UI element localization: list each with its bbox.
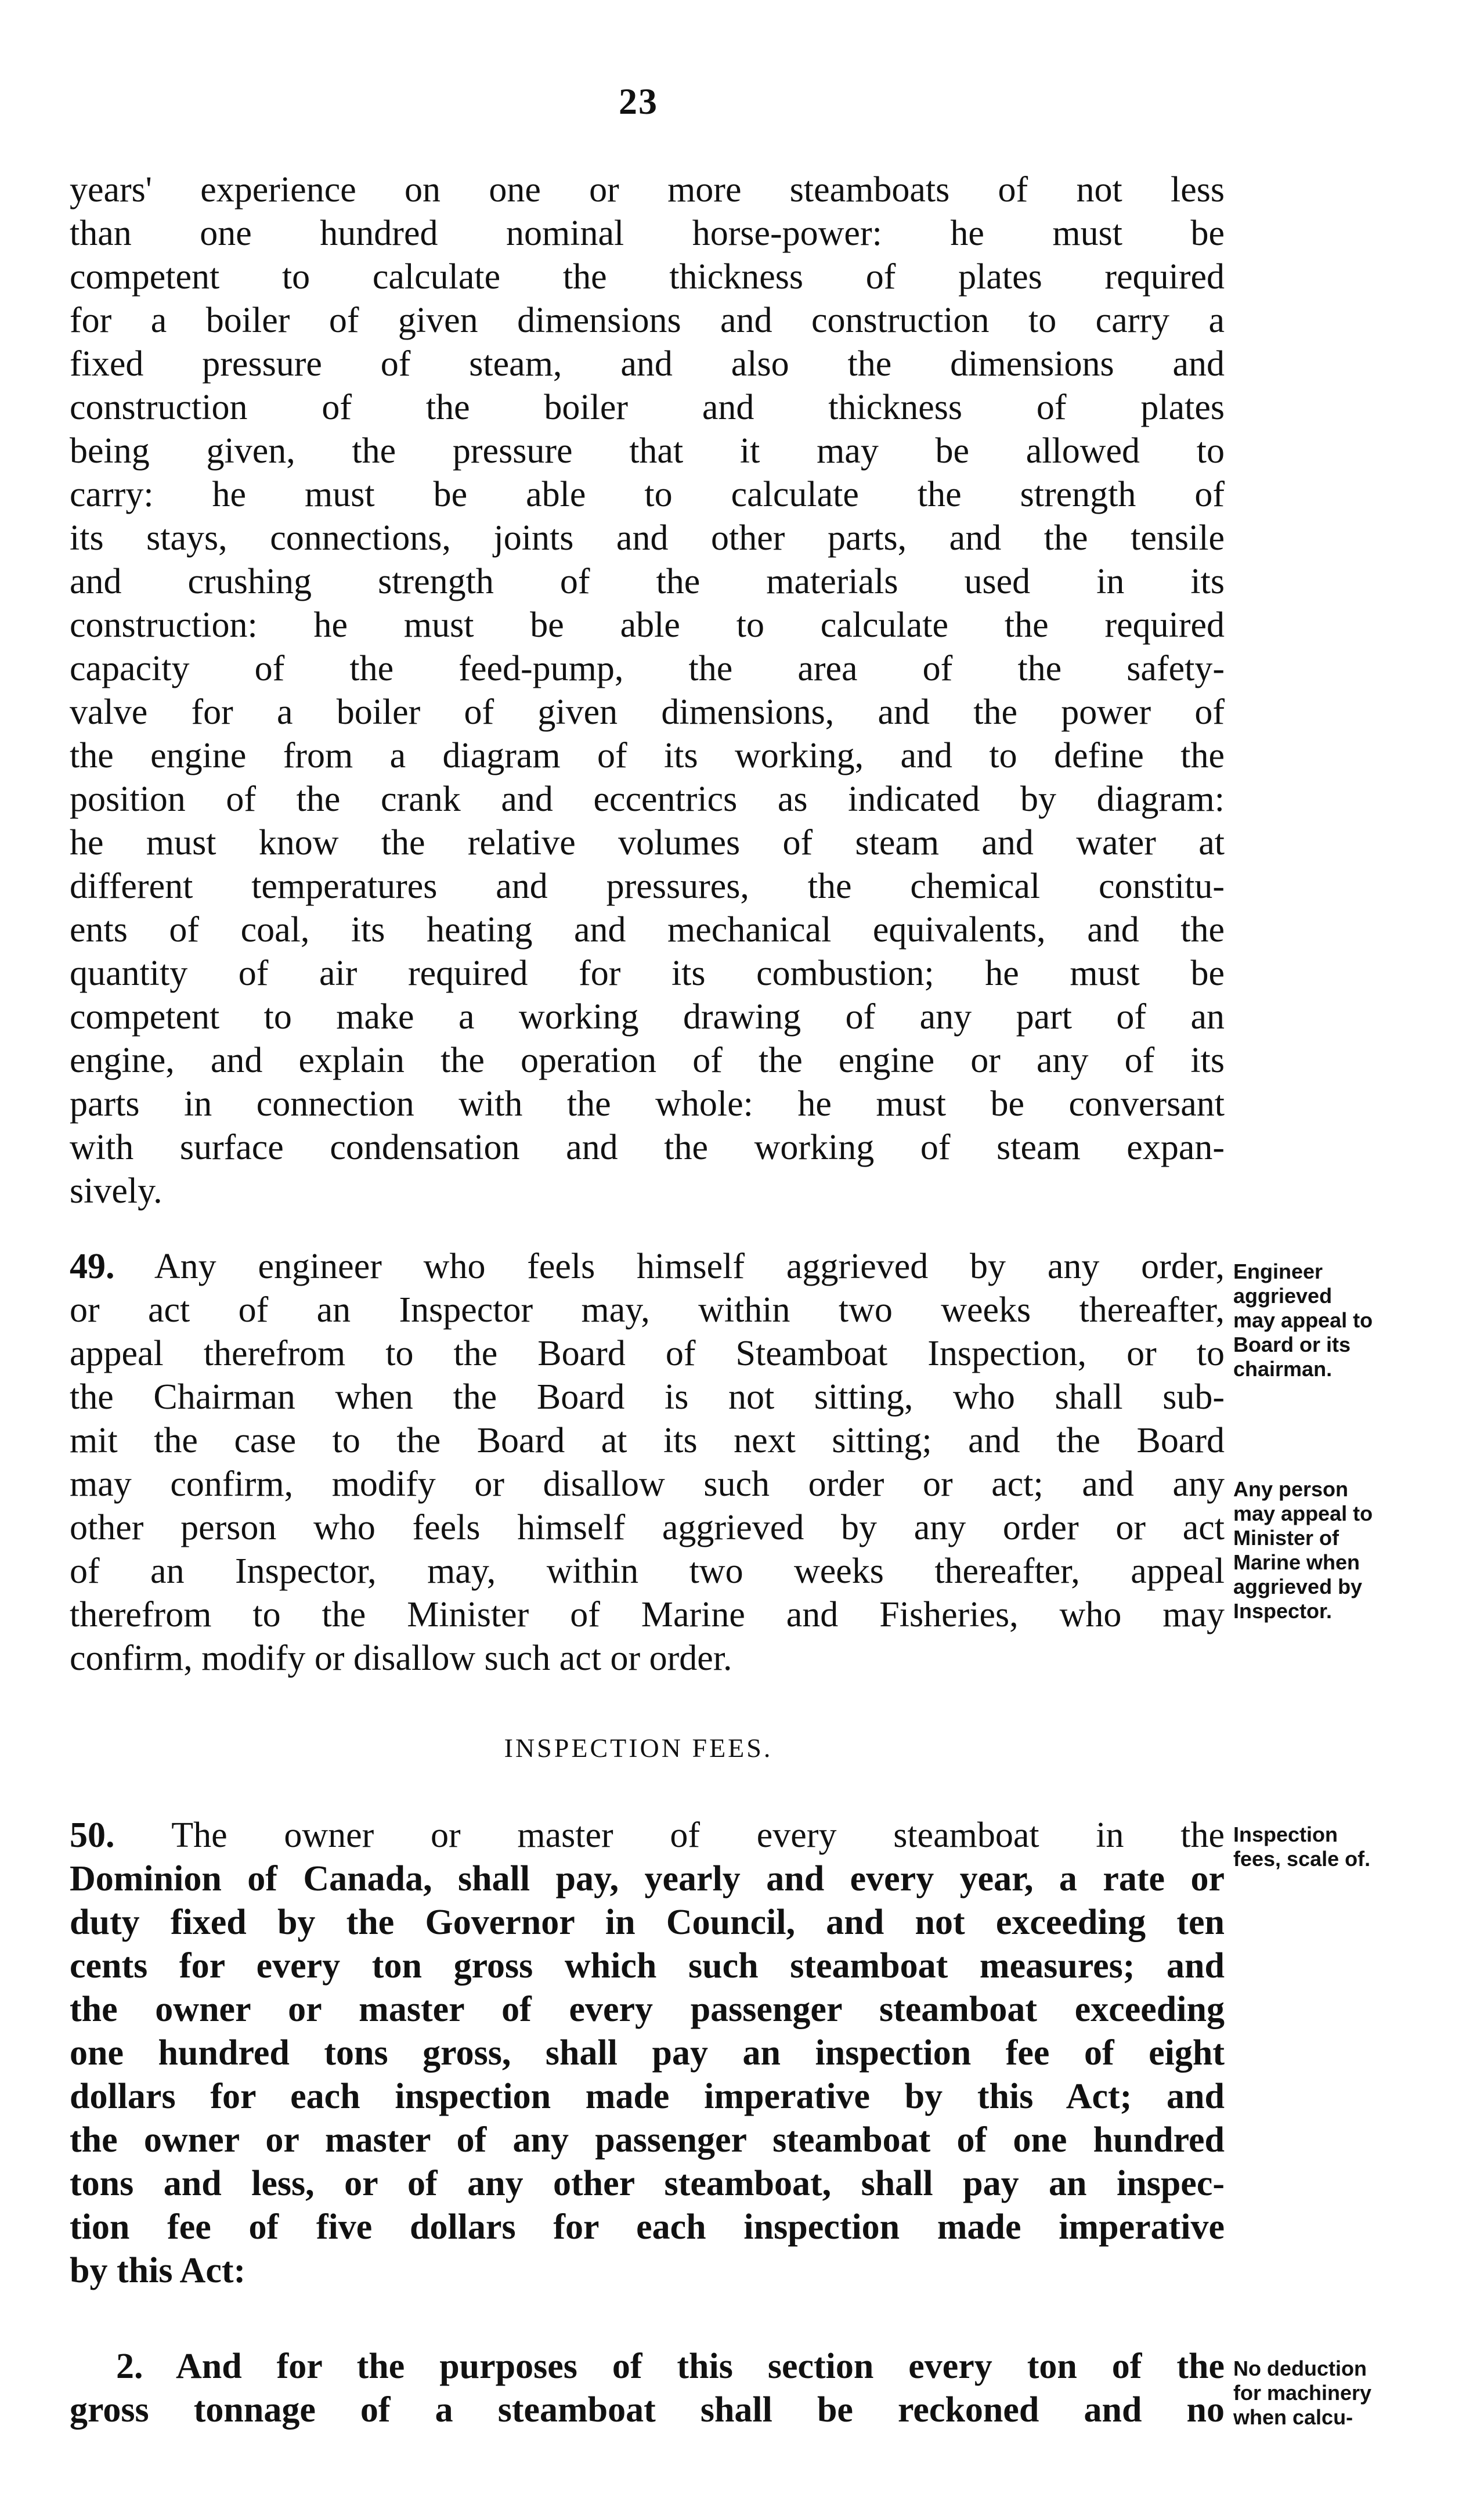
text-line: its stays, connections, joints and other parts, and the tensile: [70, 518, 1225, 558]
text-line: for a boiler of given dimensions and construction to carry a: [70, 301, 1225, 340]
text-line: confirm, modify or disallow such act or order.: [70, 1639, 732, 1678]
page-number: 23: [619, 81, 658, 122]
text-line: of an Inspector, may, within two weeks thereafter, appeal: [70, 1551, 1225, 1591]
text-line: ents of coal, its heating and mechanical equivalents, and the: [70, 910, 1225, 950]
text-line: parts in connection with the whole: he must be conversant: [70, 1084, 1225, 1124]
text-line: construction: he must be able to calculate the required: [70, 605, 1225, 645]
text-line: with surface condensation and the working of steam expan-: [70, 1128, 1225, 1167]
text-line: years' experience on one or more steamboats of not less: [70, 170, 1225, 210]
text-line: duty fixed by the Governor in Council, and not exceeding ten: [70, 1903, 1225, 1942]
text-line: tons and less, or of any other steamboat, shall pay an inspec-: [70, 2164, 1225, 2203]
text-line: competent to calculate the thickness of plates required: [70, 257, 1225, 297]
text-line: and crushing strength of the materials used in its: [70, 562, 1225, 601]
text-line: sively.: [70, 1171, 163, 1211]
section-50: [70, 1814, 1225, 2293]
text-line: construction of the boiler and thickness of plates: [70, 388, 1225, 427]
text-line: he must know the relative volumes of steam and water at: [70, 823, 1225, 862]
section-heading: INSPECTION FEES.: [504, 1733, 773, 1763]
text-line: than one hundred nominal horse-power: he must be: [70, 214, 1225, 253]
text-line: the Chairman when the Board is not sitting, who shall sub-: [70, 1377, 1225, 1417]
subsection-2: [70, 2345, 1225, 2432]
text-line: or act of an Inspector may, within two weeks thereafter,: [70, 1290, 1225, 1330]
paragraph-continuation: [70, 168, 1225, 1213]
text-line: by this Act:: [70, 2251, 246, 2290]
text-line: valve for a boiler of given dimensions, and the power of: [70, 692, 1225, 732]
section-49: [70, 1245, 1225, 1680]
text-line: different temperatures and pressures, the chemical constitu-: [70, 867, 1225, 906]
text-line: position of the crank and eccentrics as indicated by diagram:: [70, 779, 1225, 819]
margin-note-inspection-fees: Inspection fees, scale of.: [1233, 1823, 1371, 1871]
text-line: fixed pressure of steam, and also the dimensions and: [70, 344, 1225, 384]
text-line: mit the case to the Board at its next sitting; and the Board: [70, 1421, 1225, 1460]
text-line: therefrom to the Minister of Marine and Fisheries, who may: [70, 1595, 1225, 1634]
text-line: competent to make a working drawing of any part of an: [70, 997, 1225, 1037]
text-line: tion fee of five dollars for each inspection made imperative: [70, 2207, 1225, 2247]
margin-note-no-deduction: No deduction for machinery when calcu-: [1233, 2356, 1372, 2429]
margin-note-engineer: Engineer aggrieved may appeal to Board or its chairman.: [1233, 1260, 1373, 1381]
text-line: 50. The owner or master of every steamboat in the: [70, 1816, 1225, 1855]
margin-note-any-person: Any person may appeal to Minister of Marine when aggrieved by Inspector.: [1233, 1477, 1373, 1623]
text-line: may confirm, modify or disallow such order or act; and any: [70, 1464, 1225, 1504]
text-line: carry: he must be able to calculate the strength of: [70, 475, 1225, 514]
text-line: appeal therefrom to the Board of Steamboat Inspection, or to: [70, 1334, 1225, 1373]
text-line: cents for every ton gross which such steamboat measures; and: [70, 1946, 1225, 1986]
text-line: other person who feels himself aggrieved by any order or act: [70, 1508, 1225, 1547]
section-number: 49.: [70, 1247, 115, 1286]
text-line: engine, and explain the operation of the engine or any of its: [70, 1041, 1225, 1080]
text-line: the owner or master of any passenger steamboat of one hundred: [70, 2120, 1225, 2160]
text-line: quantity of air required for its combustion; he must be: [70, 954, 1225, 993]
section-number: 50.: [70, 1816, 115, 1855]
text-line: Dominion of Canada, shall pay, yearly and every year, a rate or: [70, 1859, 1225, 1899]
text-line: capacity of the feed-pump, the area of the safety-: [70, 649, 1225, 688]
text-line: dollars for each inspection made imperative by this Act; and: [70, 2077, 1225, 2116]
text-line: the engine from a diagram of its working, and to define the: [70, 736, 1225, 775]
text-line: one hundred tons gross, shall pay an inspection fee of eight: [70, 2033, 1225, 2073]
text-line: 2. And for the purposes of this section every ton of the: [116, 2347, 1225, 2386]
text-line: the owner or master of every passenger steamboat exceeding: [70, 1990, 1225, 2029]
text-line: gross tonnage of a steamboat shall be reckoned and no: [70, 2390, 1225, 2430]
text-line: 49. Any engineer who feels himself aggrieved by any order,: [70, 1247, 1225, 1286]
text-line: being given, the pressure that it may be allowed to: [70, 431, 1225, 471]
